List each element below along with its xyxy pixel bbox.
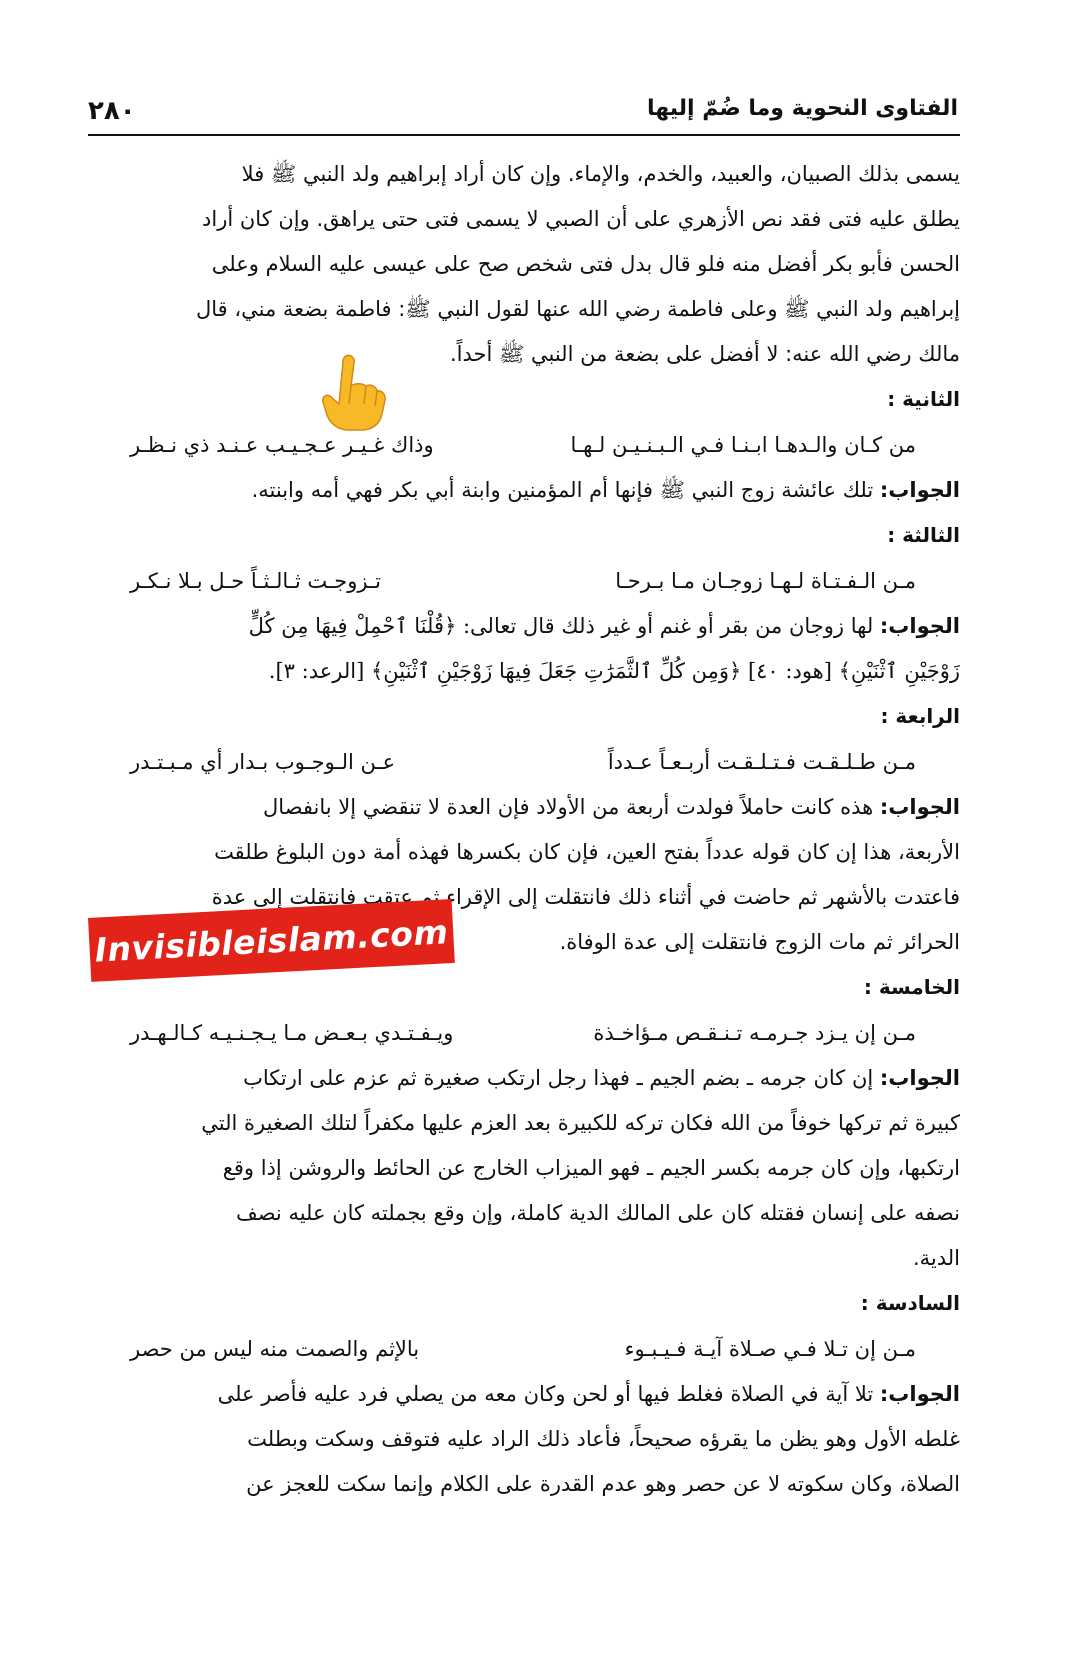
answer-label: الجواب: [879,614,960,638]
answer-text-line: الصلاة، وكان سكوته لا عن حصر وهو عدم القدرة على الكلام وإنما سكت للعجز عن [246,1472,960,1496]
answer-fifth [88,1056,960,1101]
answer-label: الجواب: [879,1382,960,1406]
intro-line: يطلق عليه فتى فقد نص الأزهري على أن الصبي لا يسمى فتى حتى يراهق. وإن كان أراد [202,207,960,231]
section-heading-fourth: الرابعة : [880,704,960,728]
verse-hemistich-first: مـن طـلـقـت فـتـلـقـت أربـعـاً عـدداً [607,750,916,774]
verse-hemistich-second: تـزوجـت ثـالـثـاً حـل بـلا نـكـر [130,569,381,593]
verse-hemistich-second: بالإثم والصمت منه ليس من حصر [130,1337,420,1361]
answer-text-line: فاعتدت بالأشهر ثم حاضت في أثناء ذلك فانتقلت إلى الإقراء ثم عتقت فانتقلت إلى عدة [211,885,960,909]
page-number: ٢٨٠ [88,96,136,126]
section-heading-third: الثالثة : [887,523,960,547]
section-heading-second: الثانية : [887,387,960,411]
answer-fourth [88,785,960,830]
intro-line: الحسن فأبو بكر أفضل منه فلو قال بدل فتى شخص صح على عيسى عليه السلام وعلى [211,252,960,276]
verse-fourth [88,739,960,785]
intro-line: مالك رضي الله عنه: لا أفضل على بضعة من النبي ﷺ أحداً. [449,342,960,366]
verse-hemistich-second: عـن الـوجـوب بـدار أي مـبـتـدر [130,750,396,774]
intro-line: يسمى بذلك الصبيان، والعبيد، والخدم، والإماء. وإن كان أراد إبراهيم ولد النبي ﷺ فلا [241,162,960,186]
answer-text-line: نصفه على إنسان فقتله كان على المالك الدية كاملة، وإن وقع بجملته كان عليه نصف [235,1201,960,1225]
verse-hemistich-second: وذاك غـيـر عـجـيـب عـنـد ذي نـظـر [130,433,434,457]
section-heading-fifth: الخامسة : [863,975,960,999]
answer-text-line: كبيرة ثم تركها خوفاً من الله فكان تركه للكبيرة بعد العزم عليها مكفراً لتلك الصغيرة التي [201,1111,960,1135]
watermark-text: Invisibleislam.com [93,911,450,970]
pointing-hand-icon [318,352,388,432]
answer-second [88,468,960,513]
intro-line: إبراهيم ولد النبي ﷺ وعلى فاطمة رضي الله عنها لقول النبي ﷺ: فاطمة بضعة مني، قال [195,297,960,321]
running-title: الفتاوى النحوية وما ضُمّ إليها [646,96,958,121]
section-heading-sixth: السادسة : [860,1291,960,1315]
answer-text-line: غلطه الأول وهو يظن ما يقرؤه صحيحاً، فأعاد ذلك الراد عليه فتوقف وسكت وبطلت [247,1427,960,1451]
verse-sixth [88,1326,960,1372]
answer-text: لها زوجان من بقر أو غنم أو غير ذلك قال تعالى: ﴿قُلْنَا ٱحْمِلْ فِيهَا مِن كُلٍّ [248,614,874,638]
page-header [88,96,958,132]
verse-hemistich-first: مـن إن تـلا فـي صـلاة آيـة فـيـبـوء [624,1337,916,1361]
verse-hemistich-second: ويـفـتـدي بـعـض مـا يـجـنـيـه كـالـهـدر [130,1021,454,1045]
answer-text: تلا آية في الصلاة فغلط فيها أو لحن وكان معه من يصلي فرد عليه فأصر على [217,1382,874,1406]
answer-text: هذه كانت حاملاً فولدت أربعة من الأولاد فإن العدة لا تنقضي إلا بانفصال [263,795,874,819]
answer-label: الجواب: [879,478,960,502]
verse-hemistich-first: مـن إن يـزد جـرمـه تـنـقـص مـؤاخـذة [593,1021,916,1045]
page-body [88,152,960,1507]
answer-text: تلك عائشة زوج النبي ﷺ فإنها أم المؤمنين وابنة أبي بكر فهي أمه وابنته. [251,478,874,502]
answer-label: الجواب: [879,1066,960,1090]
answer-text-line: الحرائر ثم مات الزوج فانتقلت إلى عدة الوفاة. [559,930,960,954]
verse-hemistich-first: من كـان والـدهـا ابـنـا فـي الـبـنـيـن لـهـا [570,433,916,457]
answer-third [88,604,960,649]
answer-text-continued: زَوْجَيْنِ ٱثْنَيْنِ﴾ [هود: ٤٠] ﴿وَمِن كُلِّ ٱلثَّمَرَٰتِ جَعَلَ فِيهَا زَوْجَيْنِ ٱثْنَيْنِ﴾ [الرعد: ٣]. [268,659,960,683]
answer-text-line: الأربعة، هذا إن كان قوله عدداً بفتح العين، فإن كان بكسرها فهذه أمة دون البلوغ طلقت [214,840,960,864]
answer-text-line: ارتكبها، وإن كان جرمه بكسر الجيم ـ فهو الميزاب الخارج عن الحائط والروشن إذا وقع [222,1156,960,1180]
answer-text: إن كان جرمه ـ بضم الجيم ـ فهذا رجل ارتكب صغيرة ثم عزم على ارتكاب [243,1066,874,1090]
answer-sixth [88,1372,960,1417]
verse-fifth [88,1010,960,1056]
header-rule [88,134,960,136]
verse-third [88,558,960,604]
answer-label: الجواب: [879,795,960,819]
verse-hemistich-first: مـن الـفـتـاة لـهـا زوجـان مـا بـرحـا [615,569,916,593]
answer-text-line: الدية. [912,1246,960,1270]
verse-second [88,422,960,468]
